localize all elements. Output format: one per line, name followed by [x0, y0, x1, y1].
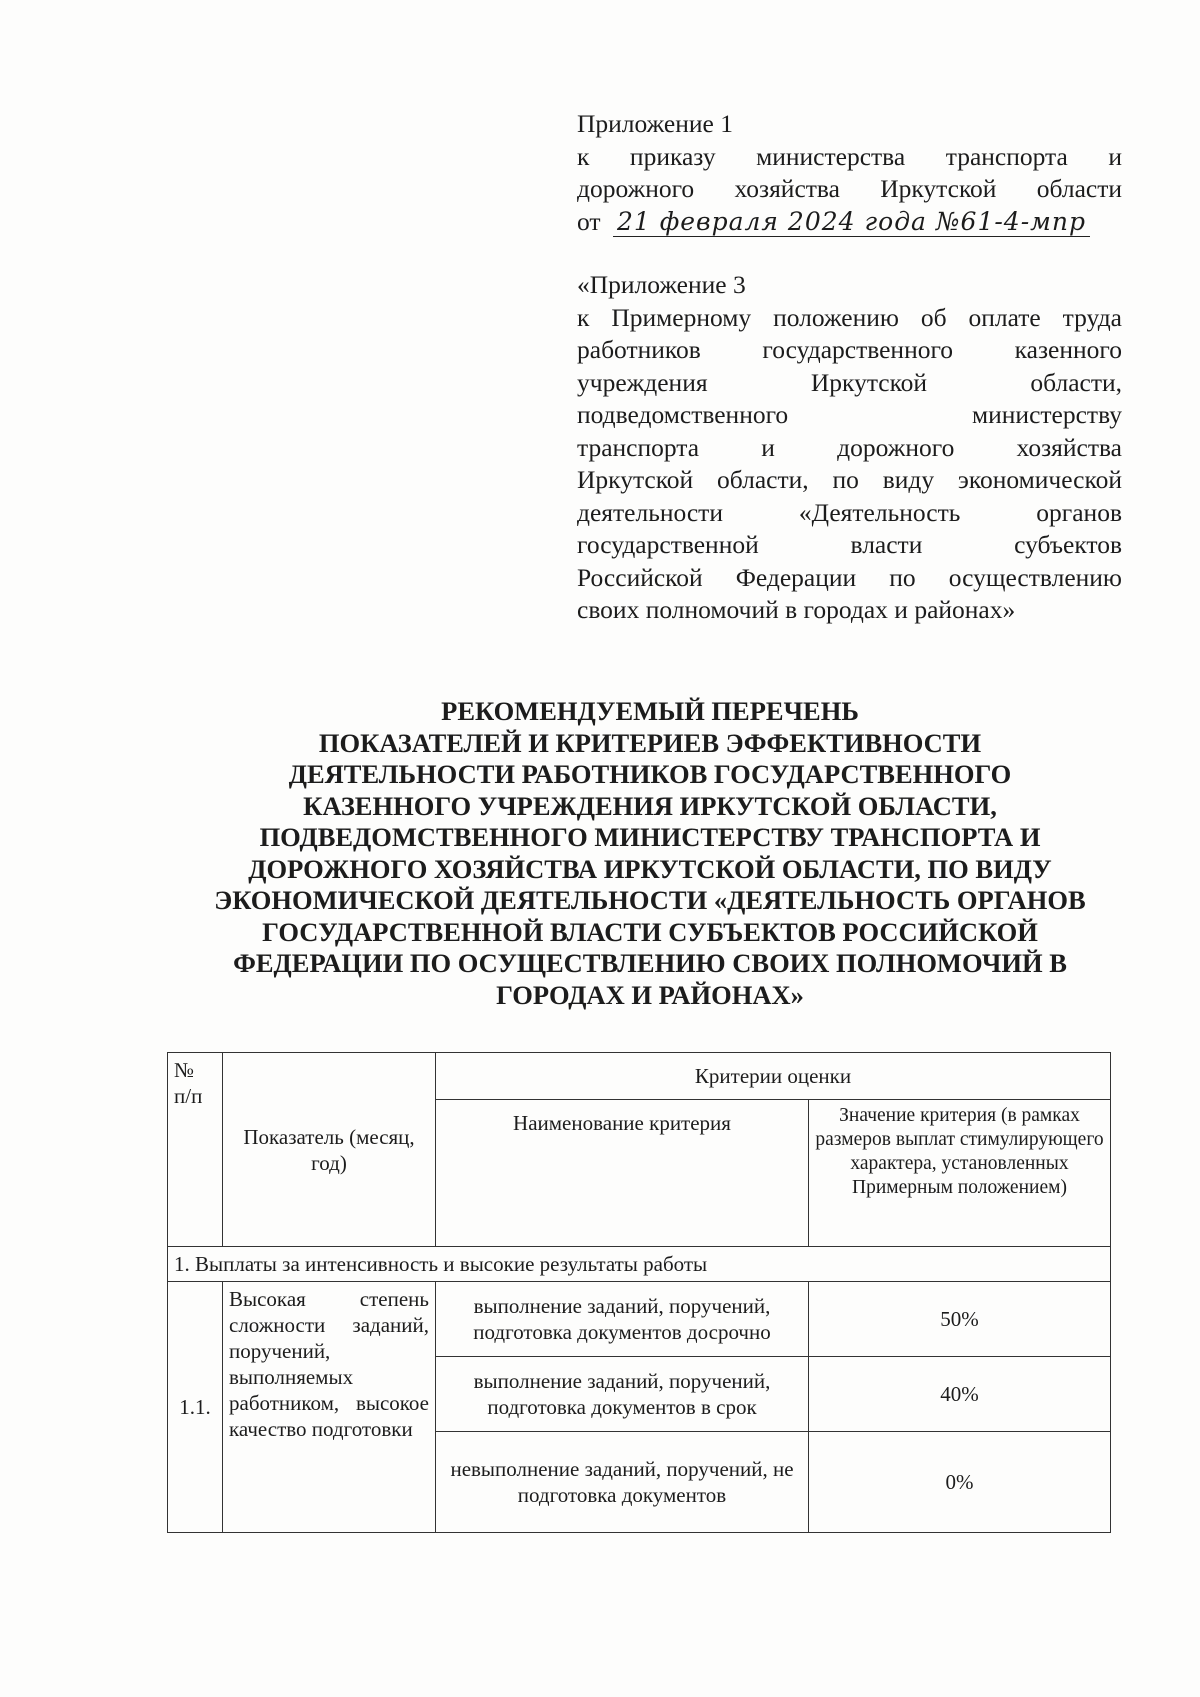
section-row: [168, 1247, 1111, 1282]
reference-appendix-line: Иркутской области, по виду экономической: [577, 465, 1122, 494]
reference-appendix-line: работников государственного казенного: [577, 335, 1122, 364]
order-date-handwritten: 21 февраля 2024 года №61-4-мпр: [613, 207, 1090, 237]
criterion-value: 0%: [809, 1432, 1111, 1533]
criteria-table: [167, 1052, 1111, 1533]
reference-appendix-line: подведомственного министерству: [577, 400, 1122, 429]
criterion-name: выполнение заданий, поручений, подготовка документов в срок: [436, 1357, 809, 1432]
row-indicator: Высокая степень сложности заданий, поручений, выполняемых работником, высокое качество подготовки: [223, 1282, 436, 1533]
header-criterion-name: Наименование критерия: [436, 1100, 809, 1247]
document-title-line: КАЗЕННОГО УЧРЕЖДЕНИЯ ИРКУТСКОЙ ОБЛАСТИ,: [303, 790, 997, 821]
header-criterion-value: Значение критерия (в рамках размеров выплат стимулирующего характера, установленных Примерным положением): [809, 1100, 1111, 1247]
order-appendix-block: [577, 108, 1122, 627]
document-title-line: ДОРОЖНОГО ХОЗЯЙСТВА ИРКУТСКОЙ ОБЛАСТИ, ПО ВИДУ: [248, 853, 1052, 884]
document-title: [150, 696, 1150, 1011]
table-row: [168, 1282, 1111, 1357]
document-title-line: ГОРОДАХ И РАЙОНАХ»: [496, 979, 804, 1010]
reference-appendix-line: Российской Федерации по осуществлению: [577, 562, 1122, 592]
document-title-line: ПОДВЕДОМСТВЕННОГО МИНИСТЕРСТВУ ТРАНСПОРТА И: [259, 822, 1041, 852]
document-title-line: РЕКОМЕНДУЕМЫЙ ПЕРЕЧЕНЬ: [441, 696, 859, 726]
order-appendix-line-1: к приказу министерства транспорта и: [577, 141, 1122, 171]
order-appendix-title: Приложение 1: [577, 109, 733, 138]
reference-appendix-line: своих полномочий в городах и районах»: [577, 595, 1016, 624]
document-title-line: ГОСУДАРСТВЕННОЙ ВЛАСТИ СУБЪЕКТОВ РОССИЙСКОЙ: [262, 916, 1038, 947]
row-number: 1.1.: [168, 1282, 223, 1533]
reference-appendix-line: учреждения Иркутской области,: [577, 367, 1122, 397]
criterion-name: выполнение заданий, поручений, подготовка документов досрочно: [436, 1282, 809, 1357]
header-criteria-group: Критерии оценки: [436, 1053, 1111, 1100]
table-header-row: [168, 1053, 1111, 1100]
document-title-line: ЭКОНОМИЧЕСКОЙ ДЕЯТЕЛЬНОСТИ «ДЕЯТЕЛЬНОСТЬ ОРГАНОВ: [214, 885, 1086, 915]
order-date-prefix: от: [577, 206, 601, 236]
reference-appendix-line: государственной власти субъектов: [577, 530, 1122, 559]
header-number: № п/п: [168, 1053, 223, 1247]
header-indicator: Показатель (месяц, год): [223, 1053, 436, 1247]
reference-appendix-block: [577, 269, 1122, 627]
document-title-line: ПОКАЗАТЕЛЕЙ И КРИТЕРИЕВ ЭФФЕКТИВНОСТИ: [318, 727, 982, 758]
section-label: 1. Выплаты за интенсивность и высокие результаты работы: [168, 1247, 1111, 1282]
reference-appendix-line: транспорта и дорожного хозяйства: [577, 432, 1122, 462]
criterion-value: 50%: [809, 1282, 1111, 1357]
reference-appendix-line: к Примерному положению об оплате труда: [577, 302, 1122, 332]
reference-appendix-line: деятельности «Деятельность органов: [577, 497, 1122, 527]
criterion-value: 40%: [809, 1357, 1111, 1432]
order-date-line: [577, 206, 1122, 239]
document-title-line: ФЕДЕРАЦИИ ПО ОСУЩЕСТВЛЕНИЮ СВОИХ ПОЛНОМОЧИЙ В: [233, 948, 1067, 978]
order-appendix-line-2: дорожного хозяйства Иркутской области: [577, 174, 1122, 203]
criterion-name: невыполнение заданий, поручений, не подготовка документов: [436, 1432, 809, 1533]
reference-appendix-title: «Приложение 3: [577, 270, 746, 299]
document-title-line: ДЕЯТЕЛЬНОСТИ РАБОТНИКОВ ГОСУДАРСТВЕННОГО: [288, 759, 1012, 789]
